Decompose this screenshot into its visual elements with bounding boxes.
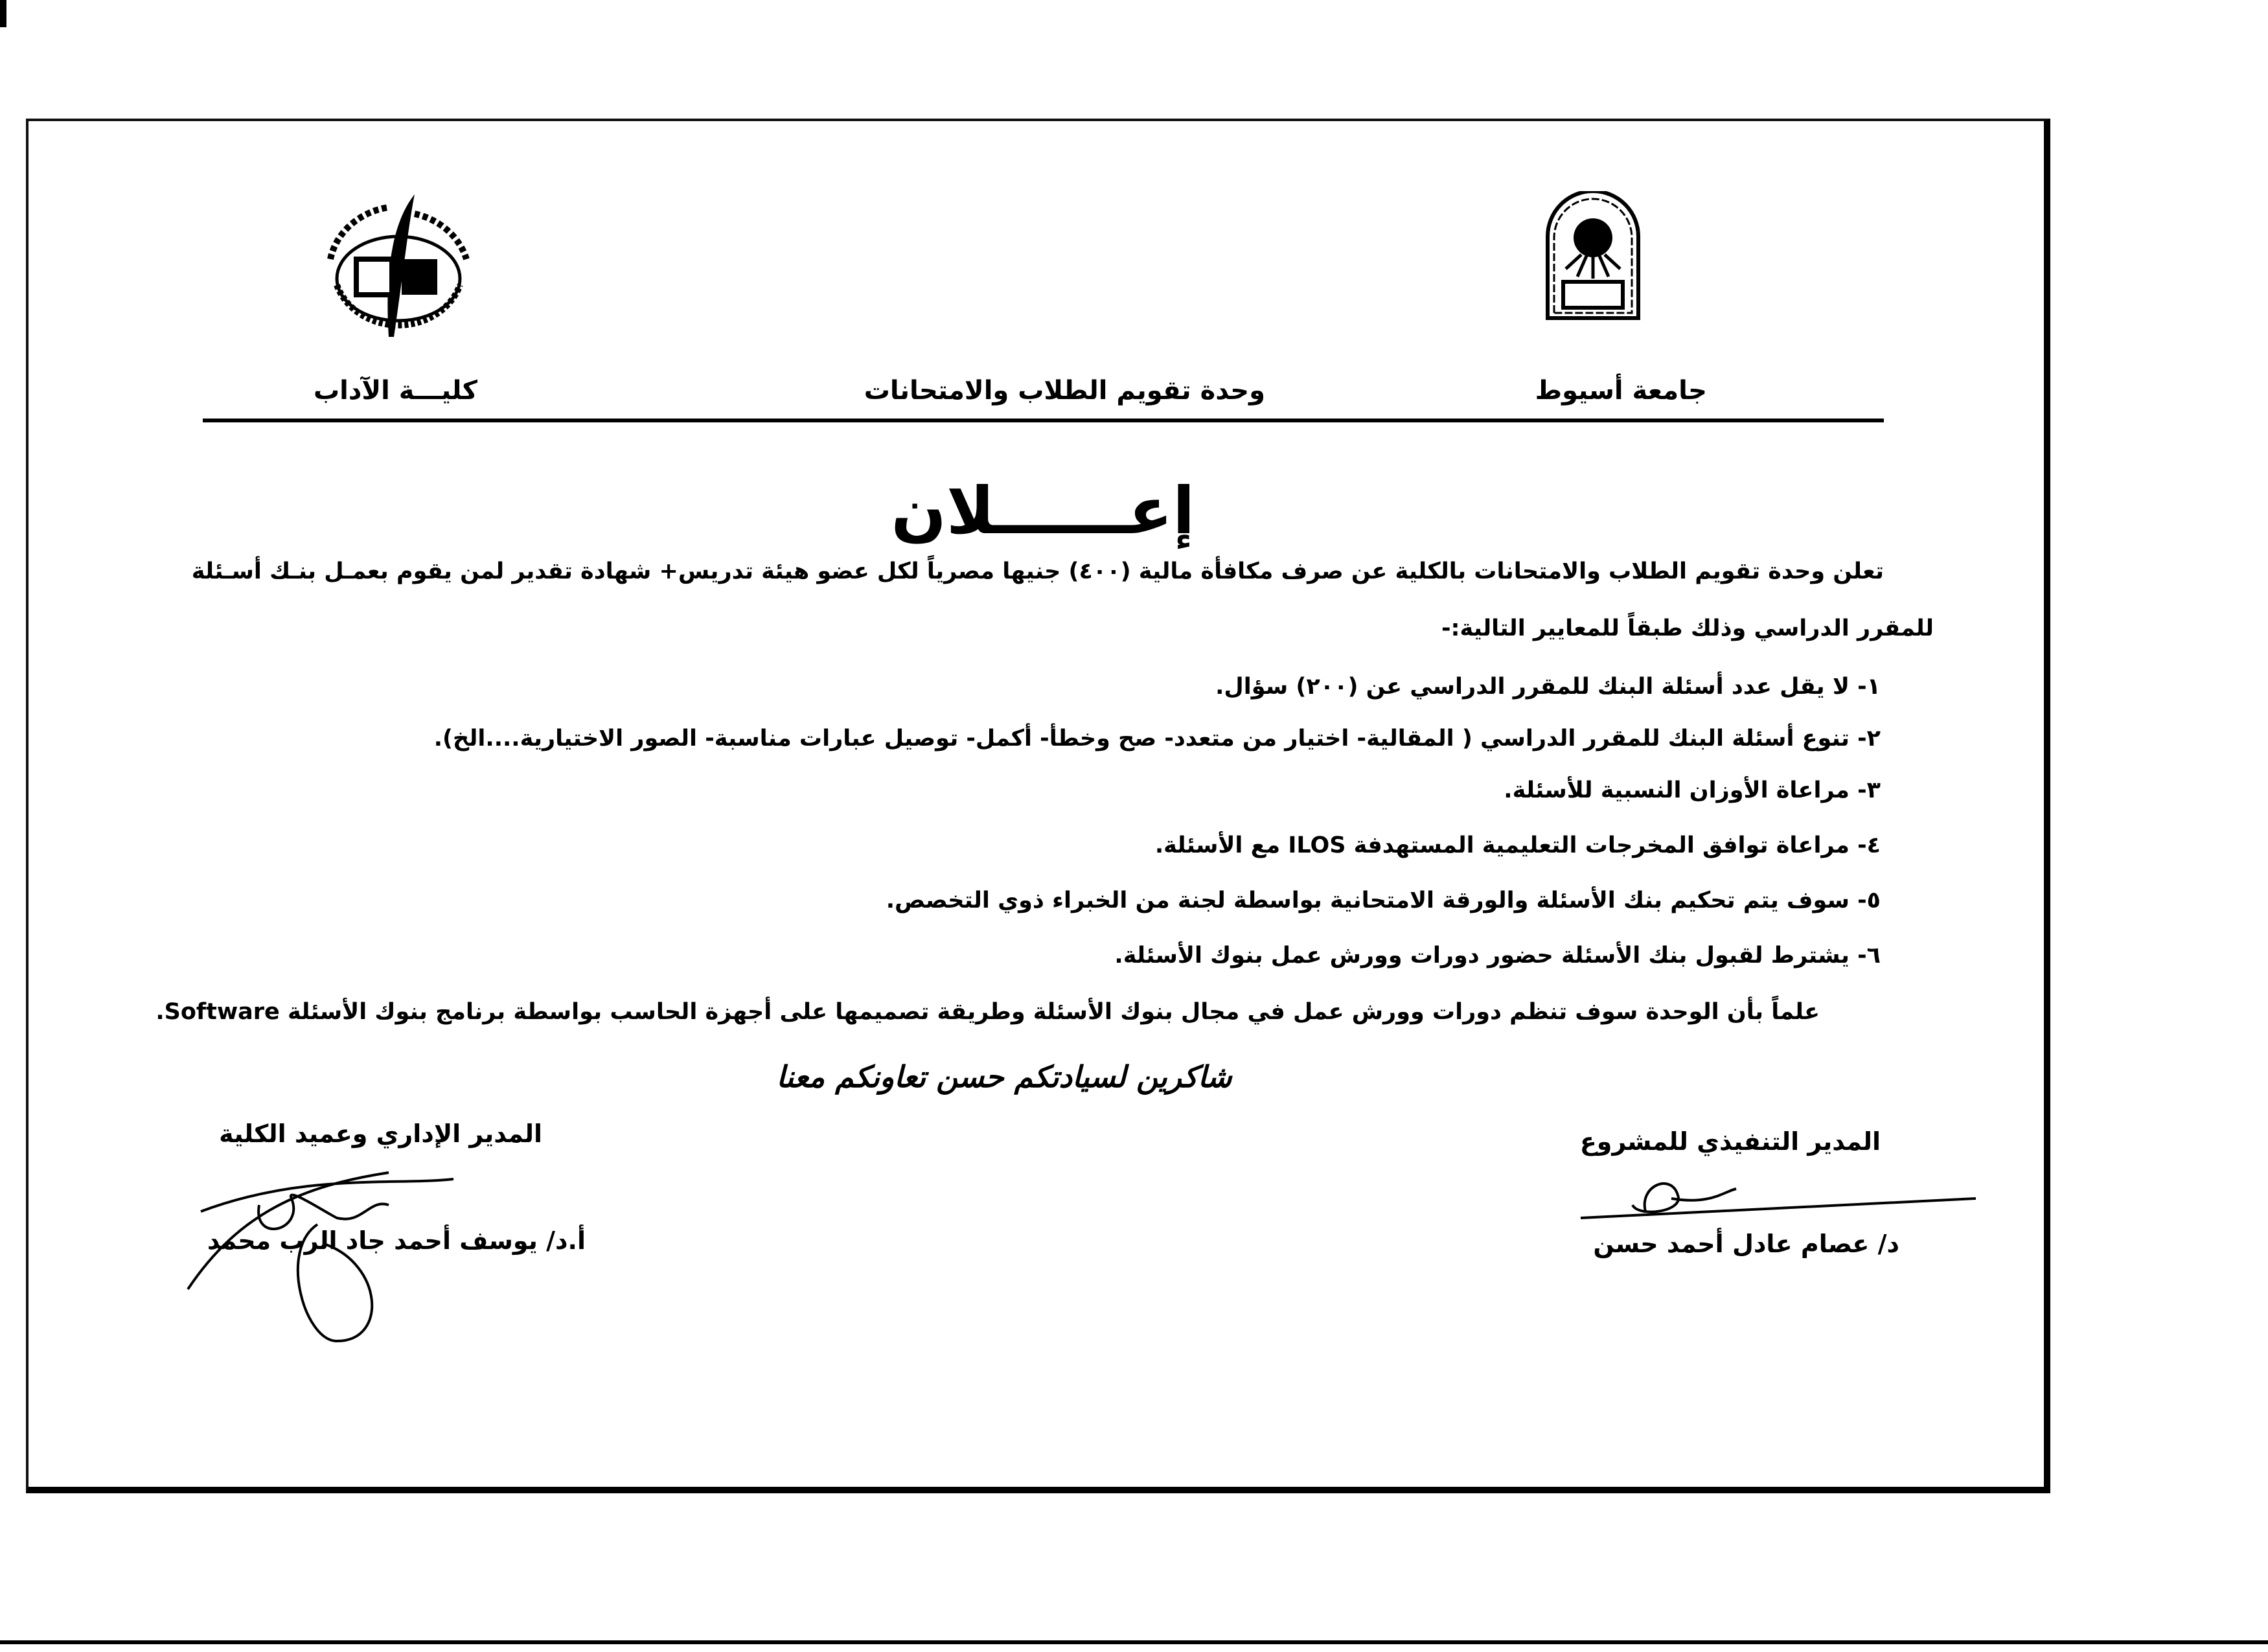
right-signatory-name: د/ عصام عادل أحمد حسن — [1593, 1230, 1899, 1258]
right-signature — [1542, 1160, 1982, 1237]
left-signatory-name: أ.د/ يوسف أحمد جاد الرب محمد — [207, 1226, 586, 1255]
criterion-2: ٢- تنوع أسئلة البنك للمقرر الدراسي ( المقالية- اختيار من متعدد- صح وخطأ- أكمل- توصيل عبارات مناسبة- الصور الاختيارية....الخ). — [433, 726, 1881, 751]
criterion-4: ٤- مراعاة توافق المخرجات التعليمية المستهدفة ILOS مع الأسئلة. — [1154, 832, 1881, 858]
criterion-3: ٣- مراعاة الأوزان النسبية للأسئلة. — [1504, 777, 1881, 803]
announcement-title: إعــــــلان — [891, 473, 1195, 549]
scan-mark — [0, 0, 6, 27]
intro-line-2: للمقرر الدراسي وذلك طبقاً للمعايير التالية:- — [1441, 615, 1934, 641]
university-name: جامعة أسيوط — [1535, 376, 1707, 406]
header-divider — [203, 419, 1884, 422]
criterion-1: ١- لا يقل عدد أسئلة البنك للمقرر الدراسي عن (٢٠٠) سؤال. — [1215, 674, 1881, 700]
criterion-6: ٦- يشترط لقبول بنك الأسئلة حضور دورات وورش عمل بنوك الأسئلة. — [1114, 943, 1881, 969]
right-signatory-role: المدير التنفيذي للمشروع — [1579, 1127, 1881, 1156]
left-signatory-role: المدير الإداري وعميد الكلية — [219, 1119, 542, 1148]
left-signature — [175, 1147, 499, 1354]
intro-line-1: تعلن وحدة تقويم الطلاب والامتحانات بالكلية عن صرف مكافأة مالية (٤٠٠) جنيها مصرياً لكل عضو هيئة تدريس+ شهادة تقدير لمن يقوم بعمـل بنـك أسـئلة — [191, 558, 1884, 584]
unit-name: وحدة تقويم الطلاب والامتحانات — [864, 376, 1265, 406]
assiut-university-logo — [1544, 191, 1642, 321]
thanks-line: شاكرين لسيادتكم حسن تعاونكم معنا — [776, 1059, 1232, 1094]
criterion-5: ٥- سوف يتم تحكيم بنك الأسئلة والورقة الامتحانية بواسطة لجنة من الخبراء ذوي التخصص. — [886, 888, 1881, 913]
faculty-name: كليـــة الآداب — [313, 376, 477, 406]
faculty-of-arts-logo — [311, 188, 486, 340]
note: علماً بأن الوحدة سوف تنظم دورات وورش عمل في مجال بنوك الأسئلة وطريقة تصميمها على أجهزة الحاسب بواسطة برنامج بنوك الأسئلة Software. — [155, 999, 1820, 1025]
scan-bottom-edge — [0, 1640, 2268, 1644]
